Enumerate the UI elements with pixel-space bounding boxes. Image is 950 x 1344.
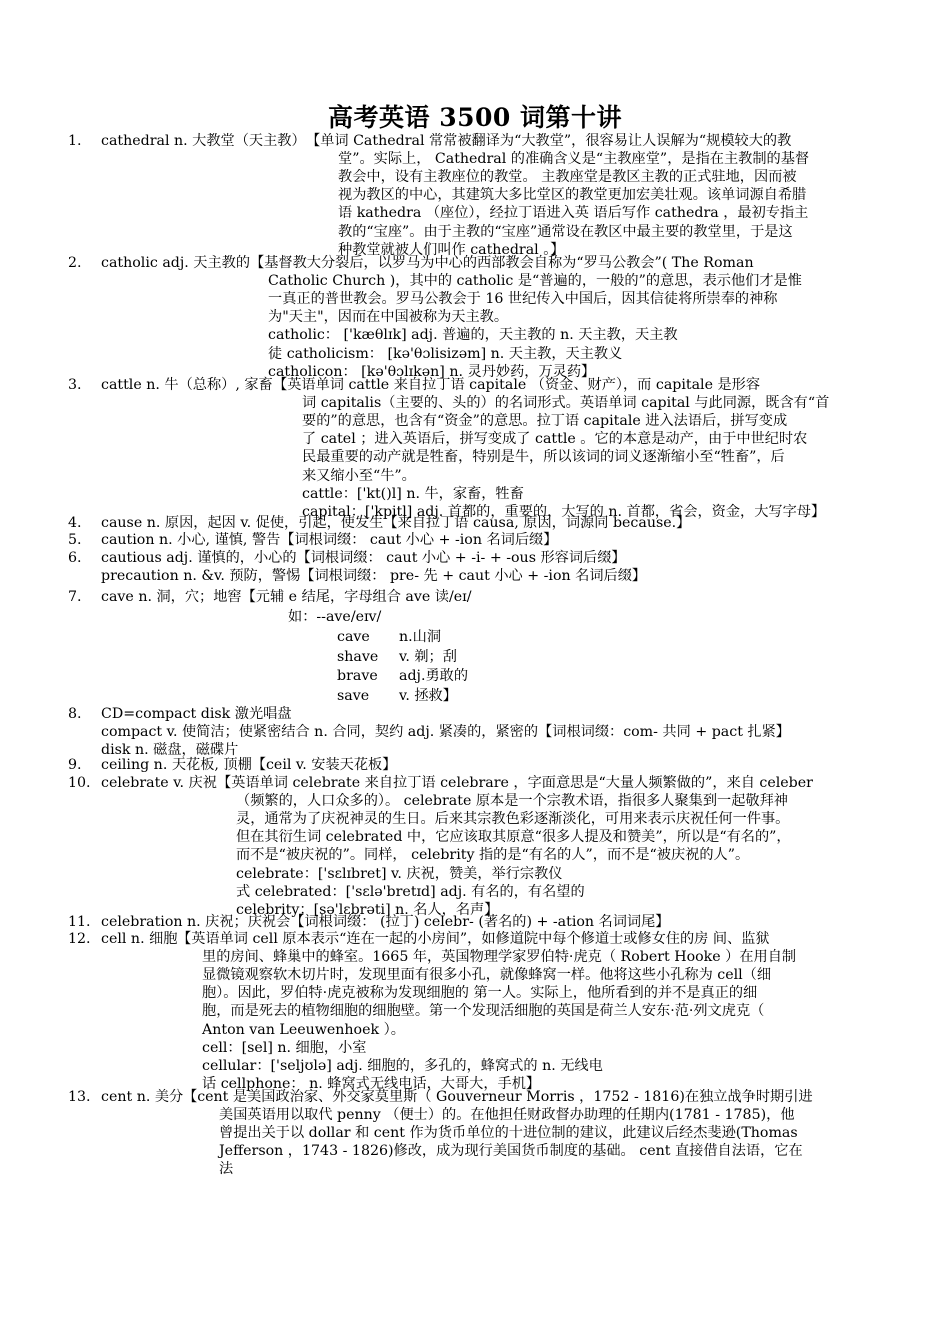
example-word: save — [337, 687, 370, 704]
entry-subline: disk n. 磁盘，磁碟片 — [101, 742, 239, 759]
entry-note-line: 灵，通常为了庆祝神灵的生日。后来其宗教色彩逐渐淡化，可用来表示庆祝任何一件事。 — [236, 811, 790, 828]
entry-note-line: cellular：['seljʊlə] adj. 细胞的，多孔的，蜂窝式的 n. 无线电 — [202, 1057, 603, 1074]
entry-headword: cathedral n. 大教堂（天主教） — [101, 133, 306, 149]
entry-note-line: 民最重要的动产就是牲畜，特别是牛，所以该词的词义逐渐缩小至“牲畜”，后 — [302, 449, 785, 466]
entry-text: precaution n. &v. 预防，警惕【词根词缀： pre- 先 + caut 小心 + -ion 名词后缀】 — [101, 568, 647, 584]
entry-subline: compact v. 使简洁；使紧密结合 n. 合同，契约 adj. 紧凑的，紧密的【词根词缀：com- 共同 + pact 扎紧】 — [101, 724, 790, 741]
entry-note-line: 视为教区的中心，其建筑大多比堂区的教堂更加宏美壮观。该单词源自希腊 — [338, 187, 807, 204]
entry-note-line: 美国英语用以取代 penny （便士）的。在他担任财政督办助理的任期内(1781 - 1785)，他 — [219, 1107, 795, 1124]
page-title: 高考英语 3500 词第十讲 — [328, 103, 622, 132]
entry-text: cave n. 洞，穴；地窖【元辅 e 结尾，字母组合 ave 读/eɪ/ — [101, 589, 472, 605]
entry-note-line: 胞，而是死去的植物细胞的细胞壁。第一个发现活细胞的英国是荷兰人安东·范·列文虎克（ — [202, 1003, 765, 1020]
entry-number: 13. — [68, 1089, 91, 1105]
entry-number: 3. — [68, 377, 82, 393]
entry-note-line: catholic： ['kæθlɪk] adj. 普遍的，天主教的 n. 天主教，天主教 — [268, 327, 678, 344]
entry-note-line: 里的房间、蜂巢中的蜂室。1665 年，英国物理学家罗伯特·虎克（ Robert Hooke ）在用自制 — [202, 949, 797, 966]
example-meaning: n.山洞 — [399, 629, 442, 645]
entry-note-line: 词 capitalis（主要的、头的）的名词形式。英语单词 capital 与此同源，既含有“首 — [302, 395, 830, 412]
entry-number: 2. — [68, 255, 82, 271]
entry-note-line: Catholic Church )，其中的 catholic 是“普遍的，一般的”的意思，表示他们才是惟 — [268, 273, 802, 290]
entry-note-line: cattle：['kt()l] n. 牛，家畜，牲畜 — [302, 485, 524, 502]
entry-note-line: 【英语单词 celebrate 来自拉丁语 celebrare ，字面意思是“大量人频繁做的”，来自 celeber — [217, 775, 813, 791]
entry-note-line: catholicon： [kə'θɔlɪkən] n. 灵丹妙药，万灵药】 — [268, 363, 596, 380]
entry-number: 6. — [68, 550, 82, 566]
entry-note-line: celebrity：[sə'lɛbrəti] n. 名人，名声】 — [236, 901, 499, 918]
entry-note-line: 【基督教大分裂后，以罗马为中心的西部教会自称为“罗马公教会”( The Roman — [250, 255, 754, 271]
entry-note-line: 话 cellphone： n. 蜂窝式无线电话，大哥大，手机】 — [202, 1075, 541, 1092]
entry-number: 8. — [68, 706, 82, 722]
entry-note-line: 【cent 是美国政治家、外交家莫里斯（ Gouverneur Morris ，1752 - 1816)在独立战争时期引进 — [183, 1089, 813, 1105]
entry-number: 12. — [68, 931, 91, 947]
entry-note-line: 种教堂就被人们叫作 cathedral 。】 — [338, 241, 565, 258]
entry-note-line: 来又缩小至“牛”。 — [302, 467, 416, 484]
entry-note-line: 【英语单词 cell 原本表示“连在一起的小房间”，如修道院中每个修道士或修女住的房 间、监狱 — [177, 931, 770, 947]
entry-note-line: 显微镜观察软木切片时，发现里面有很多小孔，就像蜂窝一样。他将这些小孔称为 cell（细 — [202, 967, 772, 984]
entry-note-line: 胞）。因此，罗伯特·虎克被称为发现细胞的 第一人。实际上，他所看到的并不是真正的细 — [202, 985, 758, 1002]
entry-number: 10. — [68, 775, 91, 791]
example-intro: 如：--ave/eɪv/ — [288, 609, 382, 625]
entry-number: 9. — [68, 757, 82, 773]
entry-note-line: capital：['kpitl] adj. 首都的，重要的，大写的 n. 首都，省会，资金，大写字母】 — [302, 503, 826, 520]
entry-note-line: celebrate：['sɛlɪbret] v. 庆祝，赞美，举行宗教仪 — [236, 865, 563, 882]
entry-text: cautious adj. 谨慎的，小心的【词根词缀： caut 小心 + -i- + -ous 形容词后缀】 — [101, 550, 626, 566]
entry-note-line: 语 kathedra （座位），经拉丁语进入英 语后写作 cathedra ，最初专指主 — [338, 205, 809, 222]
entry-note-line: 了 catel ；进入英语后，拼写变成了 cattle 。它的本意是动产，由于中世纪时农 — [302, 431, 808, 448]
entry-note-line: 曾提出关于以 dollar 和 cent 作为货币单位的十进位制的建议，此建议后经杰斐逊(Thomas — [219, 1125, 798, 1142]
entry-note-line: 而不是“被庆祝的”。同样， celebrity 指的是“有名的人”，而不是“被庆祝的人”。 — [236, 847, 750, 864]
entry-note-line: Jefferson ，1743 - 1826)修改，成为现行美国货币制度的基础。 cent 直接借自法语，它在 — [219, 1143, 803, 1160]
entry-note-line: 【英语单词 cattle 来自拉丁语 capitale （资金、财产），而 capitale 是形容 — [273, 377, 761, 393]
entry-note-line: 式 celebrated：['sɛlə'bretɪd] adj. 有名的，有名望的 — [236, 883, 585, 900]
entry-note-line: Anton van Leeuwenhoek ）。 — [202, 1021, 405, 1038]
entry-headword: catholic adj. 天主教的 — [101, 255, 251, 271]
entry-note-line: 堂”。实际上， Cathedral 的准确含义是“主教座堂”，是指在主教制的基督 — [338, 151, 810, 168]
entry-number: 7. — [68, 589, 82, 605]
entry-text: ceiling n. 天花板, 顶棚【ceil v. 安装天花板】 — [101, 757, 397, 773]
example-meaning: v. 拯救】 — [399, 687, 457, 704]
entry-headword: cent n. 美分 — [101, 1089, 184, 1105]
entry-number: 4. — [68, 515, 82, 531]
entry-note-line: 法 — [219, 1161, 234, 1178]
entry-note-line: 教的“宝座”。由于主教的“宝座”通常设在教区中最主要的教堂里，于是这 — [338, 223, 793, 240]
example-word: shave — [337, 648, 379, 665]
example-meaning: v. 剃；刮 — [399, 648, 457, 665]
entry-note-line: （频繁的，人口众多的）。 celebrate 原本是一个宗教术语，指很多人聚集到一起敬拜神 — [236, 793, 788, 810]
entry-note-line: 【单词 Cathedral 常常被翻译为“大教堂”，很容易让人误解为“规模较大的教 — [306, 133, 792, 149]
entry-text: celebration n. 庆祝；庆祝会【词根词缀： (拉丁) celebr- (著名的) + -ation 名词词尾】 — [101, 914, 670, 930]
entry-headword: cattle n. 牛（总称）, 家畜 — [101, 377, 273, 393]
entry-note-line: 为"天主"，因而在中国被称为天主教。 — [268, 309, 509, 326]
entry-note-line: cell：[sel] n. 细胞，小室 — [202, 1039, 367, 1056]
entry-note-line: 教会中，设有主教座位的教堂。 主教座堂是教区主教的正式驻地，因而被 — [338, 169, 797, 186]
entry-text: CD=compact disk 激光唱盘 — [101, 706, 292, 722]
example-meaning: adj.勇敢的 — [399, 668, 469, 684]
entry-number: 5. — [68, 532, 82, 548]
example-word: cave — [337, 629, 370, 645]
entry-number: 1. — [68, 133, 82, 149]
entry-text: cause n. 原因，起因 v. 促使，引起，使发生【来自拉丁语 causa, 原因，词源同 because.】 — [101, 515, 691, 531]
example-word: brave — [337, 668, 378, 684]
entry-headword: celebrate v. 庆祝 — [101, 775, 217, 791]
entry-note-line: 要的”的意思，也含有“资金”的意思。拉丁语 capitale 进入法语后，拼写变成 — [302, 413, 788, 430]
entry-number: 11. — [68, 914, 91, 930]
entry-text: caution n. 小心, 谨慎, 警告【词根词缀： caut 小心 + -ion 名词后缀】 — [101, 532, 558, 548]
entry-note-line: 一真正的普世教会。罗马公教会于 16 世纪传入中国后，因其信徒将所崇奉的神称 — [268, 291, 778, 308]
entry-note-line: 但在其衍生词 celebrated 中，它应该取其原意“很多人提及和赞美”，所以是“有名的”， — [236, 829, 791, 846]
entry-headword: cell n. 细胞 — [101, 931, 178, 947]
entry-note-line: 徒 catholicism： [kə'θɔlisizəm] n. 天主教，天主教义 — [268, 345, 623, 362]
